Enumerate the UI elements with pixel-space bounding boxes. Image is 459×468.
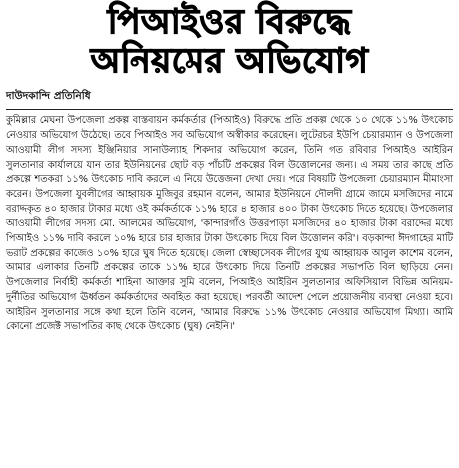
headline-line-2: অনিয়মের অভিযোগ	[90, 40, 369, 81]
byline: দাউদকান্দি প্রতিনিধি	[6, 90, 91, 103]
article-body: কুমিল্লার মেঘনা উপজেলা প্রকল্প বাস্তবায়ন কর্মকর্তার (পিআইও) বিরুদ্ধে প্রতি প্রকল্প থেকে ১০ থেকে ১১% উৎকোচ নেওয়ার অভিযোগ উঠেছে। তবে পিআইও সব অভিযোগ অস্বীকার করেছেন। লুটেরচর ইউপি চেয়ারম্যান ও উপজেলা আওয়ামী লীগ সদস্য ইঞ্জিনিয়ার সানাউল্যাহ শিকদার অভিযোগ করেন, তিনি গত রবিবার পিআইও আইরিন সুলতানার কার্যালয়ে যান তার ইউনিয়নের ছোট বড় পাঁচটি প্রকল্পের বিল উত্তোলনের জন্য। এ সময় তার কাছে প্রতি প্রকল্পে শতকরা ১১% উৎকোচ দাবি করলে এ নিয়ে উত্তেজনা দেখা দেয়। পরে বিষয়টি উপজেলা চেয়ারম্যান মীমাংসা করেন। উপজেলা যুবলীগের আহ্বায়ক মুজিবুর রহমান বলেন, আমার ইউনিয়নে দৌলদী গ্রামে জামে মসজিদের নামে বরাদ্দকৃত ৪০ হাজার টাকার মধ্যে ওই কর্মকর্তাকে ১১% হারে ৪ হাজার ৪০০ টাকা উৎকোচ দিতে হয়েছে। উপজেলার আওয়ামী লীগের সদস্য মো. আলমের অভিযোগ, 'কান্দারগাঁও উত্তরপাড়া মসজিদের ৪০ হাজার টাকা বরাদ্দের মধ্যে পিআইও ১১% দাবি করলে ১০% হারে চার হাজার টাকা উৎকোচ দিয়ে বিল উত্তোলন করি'। বড়কান্দা ঈদগাহের মাটি ভরাট প্রকল্পের কাজেও ১০% হারে ঘুষ দিতে হয়েছে। জেলা স্বেচ্ছাসেবক লীগের যুগ্ম আহ্বায়ক আবুল কাশেম বলেন, আমার এলাকার তিনটি প্রকল্পের তাকে ১১% হারে উৎকোচ দিয়ে তিনটি প্রকল্পের সভাপতি বিল ছাড়িয়ে নেন। উপজেলার নির্বাহী কর্মকর্তা শাহিনা আক্তার সুমি বলেন, পিআইও আইরিন সুলতানার অফিসিয়াল বিভিন্ন অনিয়ম-দুর্নীতির অভিযোগ ঊর্ধ্বতন কর্মকর্তাদের অবহিত করা হয়েছে। পরবর্তী আদেশ পেলে প্রয়োজনীয় ব্যবস্থা নেওয়া হবে। আইরিন সুলতানার সঙ্গে কথা হলে তিনি বলেন, 'আমার বিরুদ্ধে ১১% উৎকোচ নেওয়ার অভিযোগ মিথ্যা। আমি কোনো প্রজেক্ট সভাপতির কাছ থেকে উৎকোচ (ঘুষ) নেইনি।'	[6, 115, 453, 333]
headline-line-1: পিআইওর বিরুদ্ধে	[107, 2, 352, 42]
byline-divider	[6, 109, 453, 110]
headline	[6, 4, 453, 79]
